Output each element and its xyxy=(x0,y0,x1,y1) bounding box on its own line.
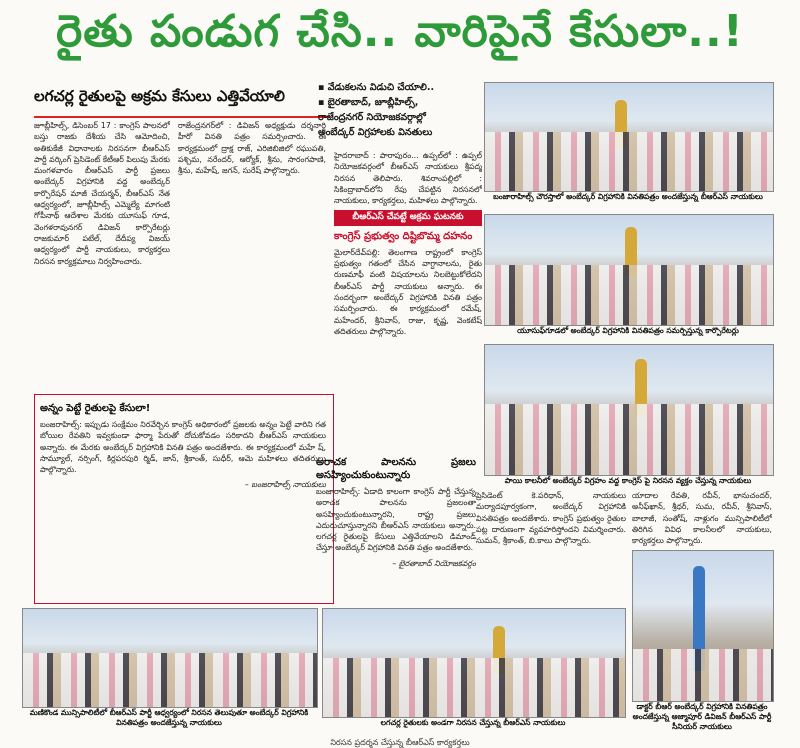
crowd-shape xyxy=(485,132,773,191)
photo-5 xyxy=(322,608,626,718)
photo-3 xyxy=(484,344,774,476)
photo-caption: మణికొండ మున్సిపాలిటీలో బీఆర్ఎస్ పార్టీ ఆధ్వర్యంలో నిరసన తెలుపుతూ అంబేద్కర్ విగ్రహానికి వినతిపత్రం అందజేస్తున్న నాయకులు xyxy=(29,708,309,727)
inset-col xyxy=(40,398,326,598)
highlight-line: ▪ బైరతాబాద్, జూబ్లీహిల్స్, xyxy=(318,97,419,108)
byline: – బైరతాబాద్ నియోజకవర్గం xyxy=(392,558,476,568)
photo-4 xyxy=(22,608,318,708)
highlight-line: రాజేంద్రనగర్ నియోజకవర్గాల్లో xyxy=(318,112,426,123)
section-heading: అన్నం పెట్టే రైతులపై కేసులా! xyxy=(40,403,151,414)
photo-caption: లగచర్ల రైతులకు అండగా నిరసన చేస్తున్న బీఆర్ఎస్ నాయకులు xyxy=(380,718,566,727)
article-col1 xyxy=(34,120,170,392)
photo-2 xyxy=(484,214,774,326)
byline: – బంజరాహిల్స్ నాయకులు xyxy=(244,480,326,490)
article-col3 xyxy=(316,452,476,602)
photo-caption: యూసుఫ్‌గూడలో అంబేద్కర్ విగ్రహానికి వినతిపత్రం సమర్పిస్తున్న కార్పొరేటర్లు xyxy=(517,326,739,335)
crowd-shape xyxy=(633,649,773,702)
spacer xyxy=(316,150,317,151)
article-paragraph: యాదాల రేవతి, రవీన్, భానుచందర్, అనీఫ్‌ఖాన్, శ్రీధర్, సుమ, రవీన్, శ్రీనివాస్, బాలాజీ, సంతోష్, నాళ్లుగం మున్సిపాలిటీలో తిరిగిన వివిధ కాలనీలలో నాయకులు, కార్యకర్తలు పాల్గొన్నారు. xyxy=(632,491,772,546)
red-band: బీఆర్ఎస్ చేపట్టే అక్రమ ఘటనకు xyxy=(334,210,482,225)
photo-6 xyxy=(632,550,774,702)
article-paragraph: జూబ్లీహిల్స్, డిసెంబర్ 17 : కాంగ్రెస్ పాలనలో బస్తు రాజకు దేశీయ చేసి ఆమోదించి, అతికుకేజీ విధానాలకు నిరసనగా బీఆర్ఎస్ పార్టీ వర్కింగ్ ప్రెసిడెంట్ కేటీఆర్ పిలుపు మేరకు మంగళవారం బీఆర్ఎస్ పార్టీ ప్రజలు అంబేద్కర్ విగ్రహానికి వద్ద అంబేద్కర్ కార్పొరేషన్ మాజీ చేయర్మన్, బీఆర్ఎస్ నేత ఆధ్వర్యంలో, జూబ్లీహిల్స్ ఎమ్మెల్యే మాగంటి గోపీనాథ్ ఆదేశాల మేరకు యూసుఫ్ గూడ, వెంగళరావునగర్ డివిజన్ కార్పొరేటర్లు రాజకుమార్ పటేల్, దేదీప్య విజయ్ ఆధ్వర్యంలో పార్టీ నాయకులు, కార్యకర్తలు నిరసన కార్యక్రమాలు నిర్వహించారు. xyxy=(34,121,170,266)
photo-caption: డాక్టర్ బీఆర్ అంబేద్కర్ విగ్రహానికి వినతిపత్రం అందజేస్తున్న ఆజ్మాపూర్ డివిజన్ బీఆర్ఎస్ పార్టీ సీనియర్ నాయకులు xyxy=(632,702,772,731)
crowd-shape xyxy=(323,658,625,717)
article-col5 xyxy=(476,490,626,604)
crowd-shape xyxy=(485,265,773,326)
article-paragraph: బంజరాహిల్స్: ఇప్పుడు సంక్షేమం నిరవేర్చిన కాంగ్రెస్ అధికారంలో ప్రజలకు అన్నం పెట్టే వారిని గత బోయిల రేవతిని ఇవ్వకుండా ఫార్మా పేరుతో దోచుకోవడం సరికాదని బీఆర్ఎస్ నాయకులు అన్నారు. ఈ మేరకు అంబేద్కర్ విగ్రహానికి వినతి పత్రం అందజేశారు. ఈ కార్యక్రమంలో మహే ష్, సామ్యూల్, నర్సింగ్, కిర్లపరపురి ర్మిడ్, జాన్, శ్రీకాంత్, సుధీర్, ఆమె మహిళలు తదితరులు పాల్గొన్నారు. xyxy=(40,420,326,475)
highlight-line: ▪ వేడుకలను విడుచి చేయాలి.. xyxy=(318,82,435,93)
spacer xyxy=(320,484,321,485)
article-paragraph: ప్రెసిడెంట్ కె.పరిధాన్, నాయకులు మర్యాదపూర్వకంగా, అంబేద్కర్ విగ్రహానికి వినతిపత్రం అందజేశారు. కాంగ్రెస్ ప్రభుత్వం రైతుల పట్ల దారుణంగా వ్యవహరిస్తోందని విమర్శించారు. సుమన్, శ్రీకాంత్, బి.కాలు పాల్గొన్నారు. xyxy=(476,491,626,546)
photo-caption: బంజారాహిల్స్ చౌరస్తాలో అంబేద్కర్ విగ్రహానికి వినతిపత్రం అందజేస్తున్న బీఆర్ఎస్ నాయకులు xyxy=(493,192,763,201)
bottom-strip: నిరసన ప్రదర్శన చేస్తున్న బీఆర్ఎస్ కార్యకర్తలు xyxy=(330,738,470,747)
article-paragraph: రాజేంద్రనగర్‌లో : డివిజన్ అధ్యక్షుడు దర్శనార్థి హీరో వినతి పత్రం సమర్పించారు. ఈ కార్యక్రమంలో ద్రాక్ష రాజ్, ఎరిజిబిజిలో రఘుపతి, పశ్చిమ, నరేందర్, ఆర్యోక్, శ్రీను, సారంగపాణి, శ్రీను, మహేష్, జగన్, సురేష్ పాల్గొన్నారు. xyxy=(178,121,326,176)
section-heading: అరాచక పాలనను ప్రజలు అసహ్యించుకుంటున్నారు xyxy=(316,457,476,481)
crowd-shape xyxy=(23,653,317,707)
article-paragraph: మైలార్‌దేవ్‌పల్లి: తెలంగాణ రాష్ట్రంలో కాంగ్రెస్ ప్రభుత్వం గతంలో చేసిన వాగ్దానాలను, రైతు రుణమాఫీ వంటి విషయాలను నిలబెట్టుకోలేదని బీఆర్ఎస్ పార్టీ నాయకులు అన్నారు. ఈ సందర్భంగా అంబేద్కర్ విగ్రహానికి వినతి పత్రం సమర్పించారు. ఈ కార్యక్రమంలో రమేష్, మహేందర్, శ్రీనివాస్, రాజు, కృష్ణ, వెంకటేష్ తదితరులు పాల్గొన్నారు. xyxy=(334,247,482,336)
section-heading: కాంగ్రెస్ ప్రభుత్వం దిష్టిబొమ్మ దహనం xyxy=(334,230,473,242)
article-col2 xyxy=(334,150,482,450)
spacer xyxy=(160,120,161,121)
article-paragraph: హైదరాబాద్ : పారాపురం... ఉప్పల్‌లో : ఉప్పల్ నియోజకవర్గంలో బీఆర్ఎస్ నాయకులు శ్రీపద్మ నిరసన తెలిపారు. శివరాంపల్లిలో : సికింద్రాబాద్‌లోని రేపు చేపట్టిన నిరసనలో నాయకులు, కార్యకర్తలు, మహిళలు పాల్గొన్నారు. xyxy=(334,151,482,206)
article-col1-cont xyxy=(178,120,326,392)
headline xyxy=(0,0,800,74)
photo-1 xyxy=(484,82,774,192)
subhead: లగచర్ల రైతులపై అక్రమ కేసులు ఎత్తివేయాలి xyxy=(34,80,330,118)
article-paragraph: బంజారాహిల్స్: ఏడాది కాలంగా కాంగ్రెస్ పార్టీ చేస్తున్న అరాచక పాలనను ప్రజలంతా అసహ్యించుకుంటున్నారని, రాష్ట్ర ప్రజలు ఎదురుచూస్తున్నారని బీఆర్ఎస్ నాయకులు అన్నారు. లగచర్ల రైతులపై కేసులు ఎత్తివేయాలని డిమాండ్ చేస్తూ అంబేద్కర్ విగ్రహానికి వినతి పత్రం అందజేశారు. xyxy=(316,487,476,553)
highlights-box xyxy=(318,80,472,146)
photo-caption: పాయి కాలనీలో అంబేద్కర్ విగ్రహం వద్ద కాంగ్రెస్ పై నిరసన వ్యక్తం చేస్తున్న నాయకులు xyxy=(504,476,752,485)
headline-text: రైతు పండుగ చేసి.. వారిపైనే కేసులా..! xyxy=(56,6,744,57)
highlight-line: అంబేద్కర్ విగ్రహాలకు వినతులు xyxy=(318,127,433,138)
crowd-shape xyxy=(485,404,773,476)
article-col6 xyxy=(632,490,772,546)
